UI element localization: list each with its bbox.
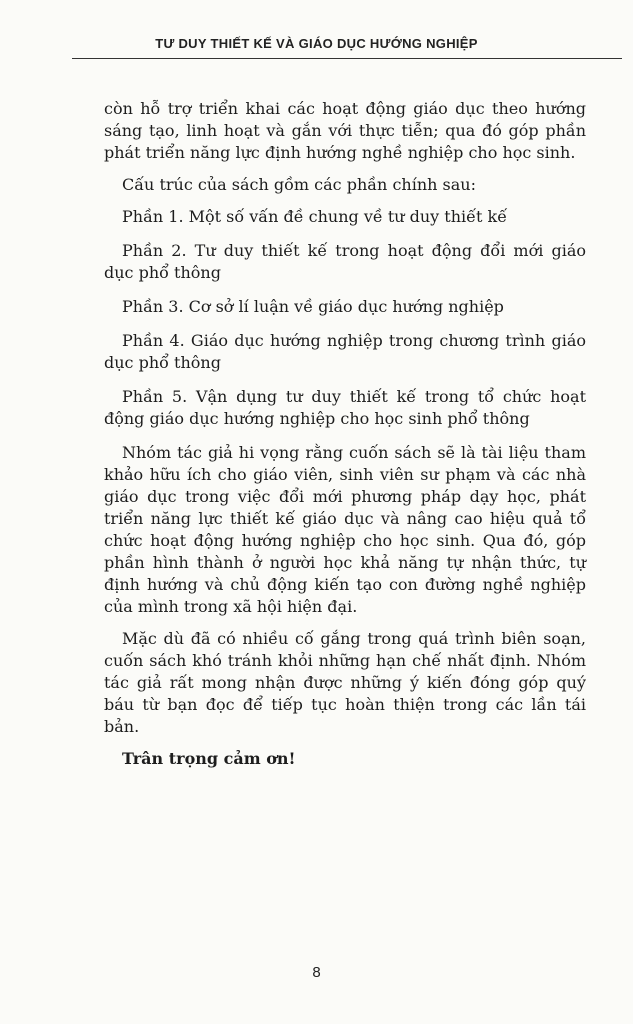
page-body xyxy=(104,98,586,770)
part-4-item: Phần 4. Giáo dục hướng nghiệp trong chương trình giáo dục phổ thông xyxy=(104,331,586,372)
part-2-item: Phần 2. Tư duy thiết kế trong hoạt động đổi mới giáo dục phổ thông xyxy=(104,241,586,282)
structure-intro-paragraph: Cấu trúc của sách gồm các phần chính sau: xyxy=(122,175,476,194)
running-header: TƯ DUY THIẾT KẾ VÀ GIÁO DỤC HƯỚNG NGHIỆP xyxy=(155,36,478,51)
page-number: 8 xyxy=(312,964,321,981)
closing-line: Trân trọng cảm ơn! xyxy=(122,749,296,768)
intro-continuation-paragraph: còn hỗ trợ triển khai các hoạt động giáo dục theo hướng sáng tạo, linh hoạt và gắn với thực tiễn; qua đó góp phần phát triển năng lực định hướng nghề nghiệp cho học sinh. xyxy=(104,99,586,162)
hope-paragraph: Nhóm tác giả hi vọng rằng cuốn sách sẽ là tài liệu tham khảo hữu ích cho giáo viên, sinh viên sư phạm và các nhà giáo dục trong việc đổi mới phương pháp dạy học, phát triển năng lực thiết kế giáo dục và nâng cao hiệu quả tổ chức hoạt động hướng nghiệp cho học sinh. Qua đó, góp phần hình thành ở người học khả năng tự nhận thức, tự định hướng và chủ động kiến tạo con đường nghề nghiệp của mình trong xã hội hiện đại. xyxy=(104,443,586,616)
feedback-paragraph: Mặc dù đã có nhiều cố gắng trong quá trình biên soạn, cuốn sách khó tránh khỏi những hạn chế nhất định. Nhóm tác giả rất mong nhận được những ý kiến đóng góp quý báu từ bạn đọc để tiếp tục hoàn thiện trong các lần tái bản. xyxy=(104,629,586,736)
part-5-item: Phần 5. Vận dụng tư duy thiết kế trong tổ chức hoạt động giáo dục hướng nghiệp cho học sinh phổ thông xyxy=(104,387,586,428)
part-1-item: Phần 1. Một số vấn đề chung về tư duy thiết kế xyxy=(122,207,508,226)
header-rule xyxy=(72,58,622,59)
part-3-item: Phần 3. Cơ sở lí luận về giáo dục hướng nghiệp xyxy=(122,297,504,316)
